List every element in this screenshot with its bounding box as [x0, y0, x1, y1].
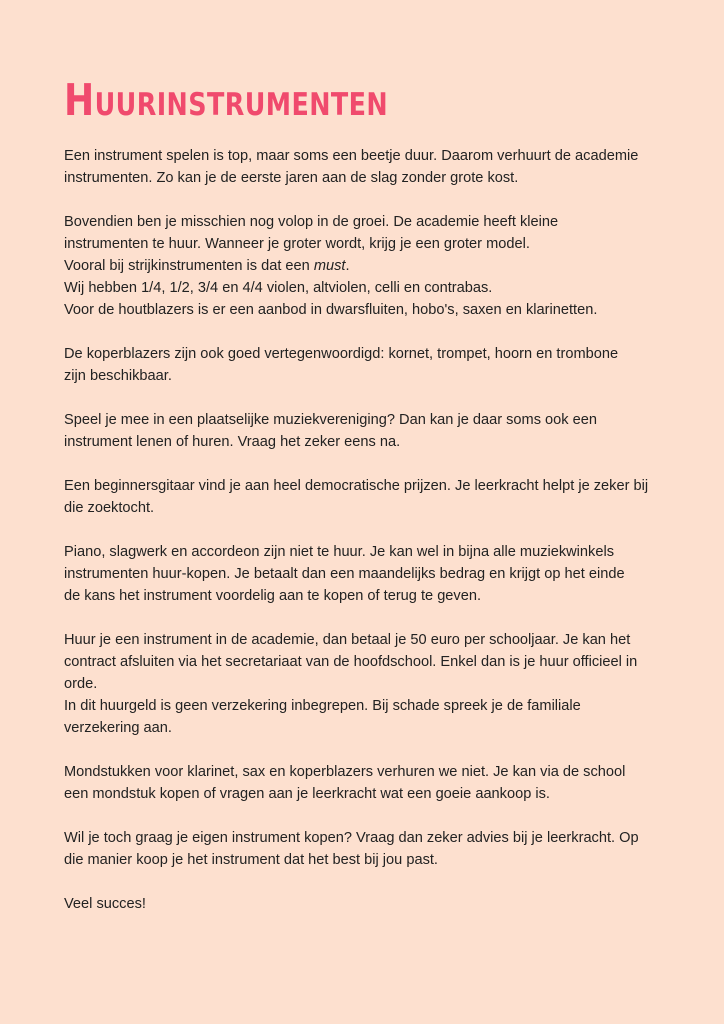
paragraph-association [64, 409, 674, 453]
text-line: instrumenten te huur. Wanneer je groter wordt, krijg je een groter model. [64, 236, 530, 252]
paragraph-growth [64, 211, 674, 321]
paragraph-mouthpieces [64, 761, 674, 805]
text-line: die zoektocht. [64, 500, 155, 516]
text-line: de kans het instrument voordelig aan te kopen of terug te geven. [64, 588, 482, 604]
text-line: orde. [64, 676, 98, 692]
page-title: Huurinstrumenten [64, 75, 389, 126]
text-line: Bovendien ben je misschien nog volop in de groei. De academie heeft kleine [64, 214, 559, 230]
document-page [64, 70, 674, 937]
text-line: Wil je toch graag je eigen instrument kopen? Vraag dan zeker advies bij je leerkracht. Op [64, 830, 639, 846]
text-line: Piano, slagwerk en accordeon zijn niet te huur. Je kan wel in bijna alle muziekwinkels [64, 544, 614, 560]
text-line: die manier koop je het instrument dat het best bij jou past. [64, 852, 438, 868]
text-line: instrument lenen of huren. Vraag het zeker eens na. [64, 434, 401, 450]
paragraph-guitar [64, 475, 674, 519]
text-line [64, 255, 674, 277]
emphasis-must: must [313, 258, 346, 274]
text-line: Mondstukken voor klarinet, sax en koperblazers verhuren we niet. Je kan via de school [64, 764, 626, 780]
paragraph-closing [64, 893, 674, 915]
text-line: instrumenten. Zo kan je de eerste jaren aan de slag zonder grote kost. [64, 170, 519, 186]
text-line: zijn beschikbaar. [64, 368, 172, 384]
text-segment: Vooral bij strijkinstrumenten is dat een [64, 258, 314, 274]
text-line: verzekering aan. [64, 720, 172, 736]
text-line: Speel je mee in een plaatselijke muziekvereniging? Dan kan je daar soms ook een [64, 412, 597, 428]
text-line: Een beginnersgitaar vind je aan heel democratische prijzen. Je leerkracht helpt je zeker bij [64, 478, 649, 494]
text-line: Veel succes! [64, 896, 146, 912]
text-line: Wij hebben 1/4, 1/2, 3/4 en 4/4 violen, altviolen, celli en contrabas. [64, 280, 493, 296]
text-line: Huur je een instrument in de academie, dan betaal je 50 euro per schooljaar. Je kan het [64, 632, 631, 648]
text-line: De koperblazers zijn ook goed vertegenwoordigd: kornet, trompet, hoorn en trombone [64, 346, 619, 362]
text-line: een mondstuk kopen of vragen aan je leerkracht wat een goeie aankoop is. [64, 786, 550, 802]
text-line: Voor de houtblazers is er een aanbod in dwarsfluiten, hobo's, saxen en klarinetten. [64, 302, 598, 318]
text-line: contract afsluiten via het secretariaat van de hoofdschool. Enkel dan is je huur officieel in [64, 654, 638, 670]
paragraph-piano [64, 541, 674, 607]
text-line: instrumenten huur-kopen. Je betaalt dan een maandelijks bedrag en krijgt op het einde [64, 566, 625, 582]
text-segment: . [345, 258, 350, 274]
paragraph-rent-price [64, 629, 674, 739]
text-line: Een instrument spelen is top, maar soms een beetje duur. Daarom verhuurt de academie [64, 148, 639, 164]
paragraph-intro [64, 145, 674, 189]
text-line: In dit huurgeld is geen verzekering inbegrepen. Bij schade spreek je de familiale [64, 698, 581, 714]
paragraph-own-instrument [64, 827, 674, 871]
paragraph-brass [64, 343, 674, 387]
